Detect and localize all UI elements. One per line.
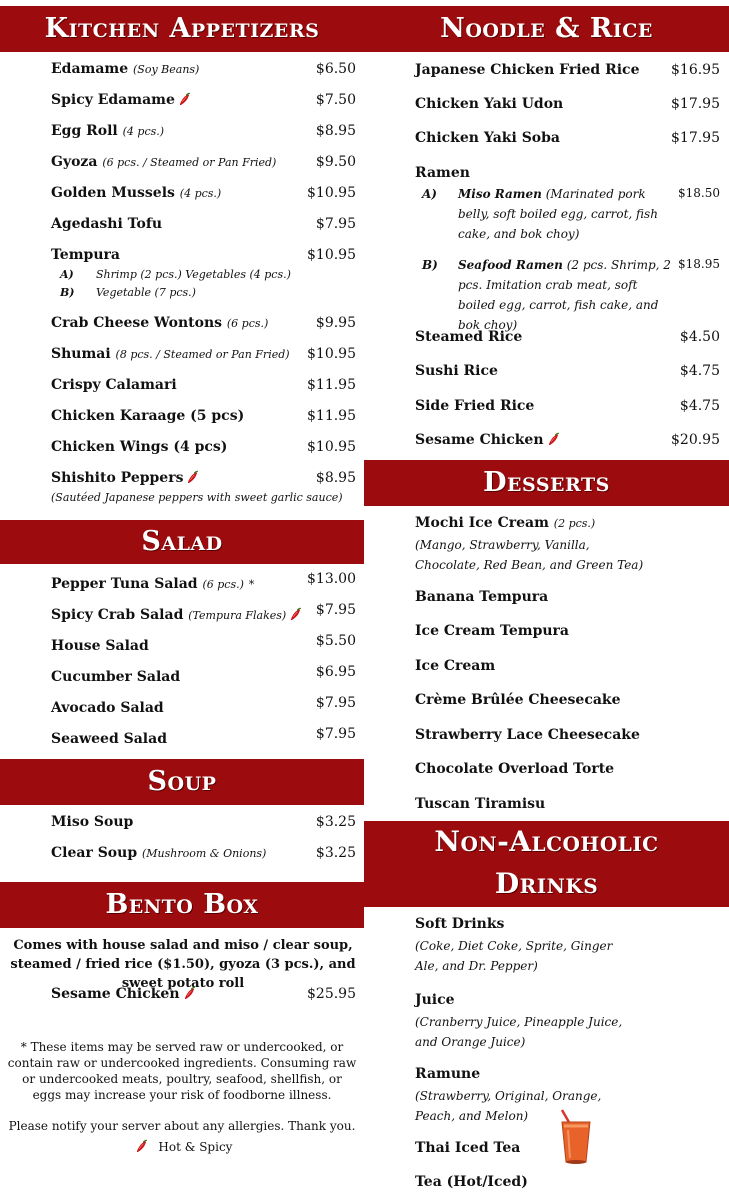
item-price: $7.50 bbox=[315, 92, 356, 108]
menu-item: Ice Cream bbox=[415, 658, 496, 674]
item-price: $10.95 bbox=[307, 346, 356, 362]
item-price: $20.95 bbox=[671, 432, 720, 448]
menu-item: Tempura bbox=[51, 247, 120, 263]
menu-item: Crab Cheese Wontons (6 pcs.) bbox=[51, 315, 269, 331]
menu-item: House Salad bbox=[51, 638, 149, 654]
menu-item: Chicken Wings (4 pcs) bbox=[51, 439, 228, 455]
item-price: $9.50 bbox=[315, 154, 356, 170]
option-text: Vegetable (7 pcs.) bbox=[96, 286, 196, 299]
bento-description: Comes with house salad and miso / clear soup, steamed / fried rice ($1.50), gyoza (3 pcs.), and sweet potato roll bbox=[10, 938, 356, 991]
chili-pepper-icon bbox=[183, 986, 197, 1000]
bento-box-header: Bento Box bbox=[0, 882, 364, 928]
item-price: $6.50 bbox=[315, 61, 356, 77]
item-price: $7.95 bbox=[315, 695, 356, 711]
option-label: B) bbox=[422, 258, 438, 272]
menu-item: Mochi Ice Cream (2 pcs.) bbox=[415, 515, 596, 531]
item-description: (Sautéed Japanese peppers with sweet garlic sauce) bbox=[51, 491, 343, 504]
chili-pepper-icon bbox=[547, 432, 561, 446]
kitchen-appetizers-header: Kitchen Appetizers bbox=[0, 6, 364, 52]
salad-header: Salad bbox=[0, 520, 364, 564]
noodle-rice-header: Noodle & Rice bbox=[364, 6, 729, 52]
menu-item: Soft Drinks bbox=[415, 916, 505, 932]
item-description: (Coke, Diet Coke, Sprite, Ginger Ale, and Dr. Pepper) bbox=[415, 939, 613, 973]
menu-item: Juice bbox=[415, 992, 455, 1008]
item-price: $7.95 bbox=[315, 726, 356, 742]
drinks-header-line2: Drinks bbox=[494, 867, 599, 900]
ramen-option: Miso Ramen (Marinated pork belly, soft boiled egg, carrot, fish cake, and bok choy) bbox=[458, 187, 658, 241]
ramen-option: Seafood Ramen (2 pcs. Shrimp, 2 pcs. Imitation crab meat, soft boiled egg, carrot, fish cake, and bok choy) bbox=[458, 258, 671, 332]
item-price: $4.75 bbox=[679, 398, 720, 414]
item-price: $18.50 bbox=[678, 186, 720, 200]
item-description: (Strawberry, Original, Orange, Peach, and Melon) bbox=[415, 1089, 602, 1123]
chili-pepper-icon bbox=[186, 470, 200, 484]
menu-item: Clear Soup (Mushroom & Onions) bbox=[51, 845, 267, 861]
option-label: A) bbox=[422, 187, 437, 201]
menu-item: Seaweed Salad bbox=[51, 731, 167, 747]
spicy-legend bbox=[6, 1139, 358, 1155]
menu-item: Edamame (Soy Beans) bbox=[51, 61, 200, 77]
allergy-notice: Please notify your server about any allergies. Thank you. bbox=[8, 1119, 356, 1133]
item-description: (Cranberry Juice, Pineapple Juice, and Orange Juice) bbox=[415, 1015, 623, 1049]
item-price: $25.95 bbox=[307, 986, 356, 1002]
menu-item: Sushi Rice bbox=[415, 363, 498, 379]
item-price: $11.95 bbox=[307, 377, 356, 393]
item-price: $4.50 bbox=[679, 329, 720, 345]
menu-item: Chicken Yaki Soba bbox=[415, 130, 561, 146]
menu-item: Shumai (8 pcs. / Steamed or Pan Fried) bbox=[51, 346, 290, 362]
menu-item: Spicy Edamame bbox=[51, 92, 192, 108]
menu-item: Cucumber Salad bbox=[51, 669, 181, 685]
menu-item: Chicken Karaage (5 pcs) bbox=[51, 408, 245, 424]
spicy-legend-label: Hot & Spicy bbox=[158, 1140, 233, 1154]
menu-item: Steamed Rice bbox=[415, 329, 523, 345]
item-description: (Mango, Strawberry, Vanilla, Chocolate, Red Bean, and Green Tea) bbox=[415, 538, 644, 572]
menu-item: Crispy Calamari bbox=[51, 377, 177, 393]
menu-item: Miso Soup bbox=[51, 814, 134, 830]
item-price: $5.50 bbox=[315, 633, 356, 649]
menu-item: Pepper Tuna Salad (6 pcs.) * bbox=[51, 576, 255, 592]
item-price: $10.95 bbox=[307, 439, 356, 455]
item-price: $10.95 bbox=[307, 185, 356, 201]
item-price: $17.95 bbox=[671, 130, 720, 146]
menu-item: Japanese Chicken Fried Rice bbox=[415, 62, 640, 78]
menu-item: Gyoza (6 pcs. / Steamed or Pan Fried) bbox=[51, 154, 277, 170]
item-price: $18.95 bbox=[678, 257, 720, 271]
item-price: $16.95 bbox=[671, 62, 720, 78]
raw-food-disclaimer: * These items may be served raw or undercooked, or contain raw or undercooked ingredients. Consuming raw or undercooked meats, poultry, seafood, shellfish, or eggs may increase your risk of foodborne illness. bbox=[7, 1040, 357, 1102]
chili-pepper-icon bbox=[178, 92, 192, 106]
chili-pepper-icon bbox=[135, 1139, 149, 1153]
item-price: $11.95 bbox=[307, 408, 356, 424]
menu-item: Tuscan Tiramisu bbox=[415, 796, 546, 812]
menu-item: Thai Iced Tea bbox=[415, 1140, 521, 1156]
menu-item: Ice Cream Tempura bbox=[415, 623, 569, 639]
item-price: $7.95 bbox=[315, 216, 356, 232]
menu-item: Tea (Hot/Iced) bbox=[415, 1174, 528, 1190]
drinks-header bbox=[364, 821, 729, 907]
menu-item: Banana Tempura bbox=[415, 589, 549, 605]
menu-item: Sesame Chicken bbox=[415, 432, 561, 448]
menu-item: Side Fried Rice bbox=[415, 398, 535, 414]
menu-item: Agedashi Tofu bbox=[51, 216, 163, 232]
thai-iced-tea-glass-icon bbox=[556, 1108, 596, 1166]
item-price: $8.95 bbox=[315, 470, 356, 486]
item-price: $6.95 bbox=[315, 664, 356, 680]
option-label: A) bbox=[60, 268, 74, 281]
item-price: $7.95 bbox=[315, 602, 356, 618]
menu-item: Golden Mussels (4 pcs.) bbox=[51, 185, 222, 201]
item-price: $10.95 bbox=[307, 247, 356, 263]
item-price: $4.75 bbox=[679, 363, 720, 379]
menu-item: Ramune bbox=[415, 1066, 481, 1082]
option-text: Shrimp (2 pcs.) Vegetables (4 pcs.) bbox=[96, 268, 291, 281]
option-label: B) bbox=[60, 286, 75, 299]
item-price: $9.95 bbox=[315, 315, 356, 331]
desserts-header: Desserts bbox=[364, 460, 729, 506]
item-price: $13.00 bbox=[307, 571, 356, 587]
menu-item: Egg Roll (4 pcs.) bbox=[51, 123, 165, 139]
menu-item: Avocado Salad bbox=[51, 700, 164, 716]
menu-item: Spicy Crab Salad (Tempura Flakes) bbox=[51, 607, 303, 623]
menu-item: Chocolate Overload Torte bbox=[415, 761, 615, 777]
soup-header: Soup bbox=[0, 759, 364, 805]
menu-item: Crème Brûlée Cheesecake bbox=[415, 692, 621, 708]
menu-item: Ramen bbox=[415, 165, 470, 181]
item-price: $8.95 bbox=[315, 123, 356, 139]
item-price: $3.25 bbox=[315, 845, 356, 861]
menu-item: Shishito Peppers bbox=[51, 470, 200, 486]
item-price: $17.95 bbox=[671, 96, 720, 112]
drinks-header-line1: Non-Alcoholic bbox=[434, 825, 659, 858]
menu-item: Strawberry Lace Cheesecake bbox=[415, 727, 640, 743]
menu-item: Chicken Yaki Udon bbox=[415, 96, 564, 112]
item-price: $3.25 bbox=[315, 814, 356, 830]
chili-pepper-icon bbox=[289, 607, 303, 621]
menu-item: Sesame Chicken bbox=[51, 986, 197, 1002]
